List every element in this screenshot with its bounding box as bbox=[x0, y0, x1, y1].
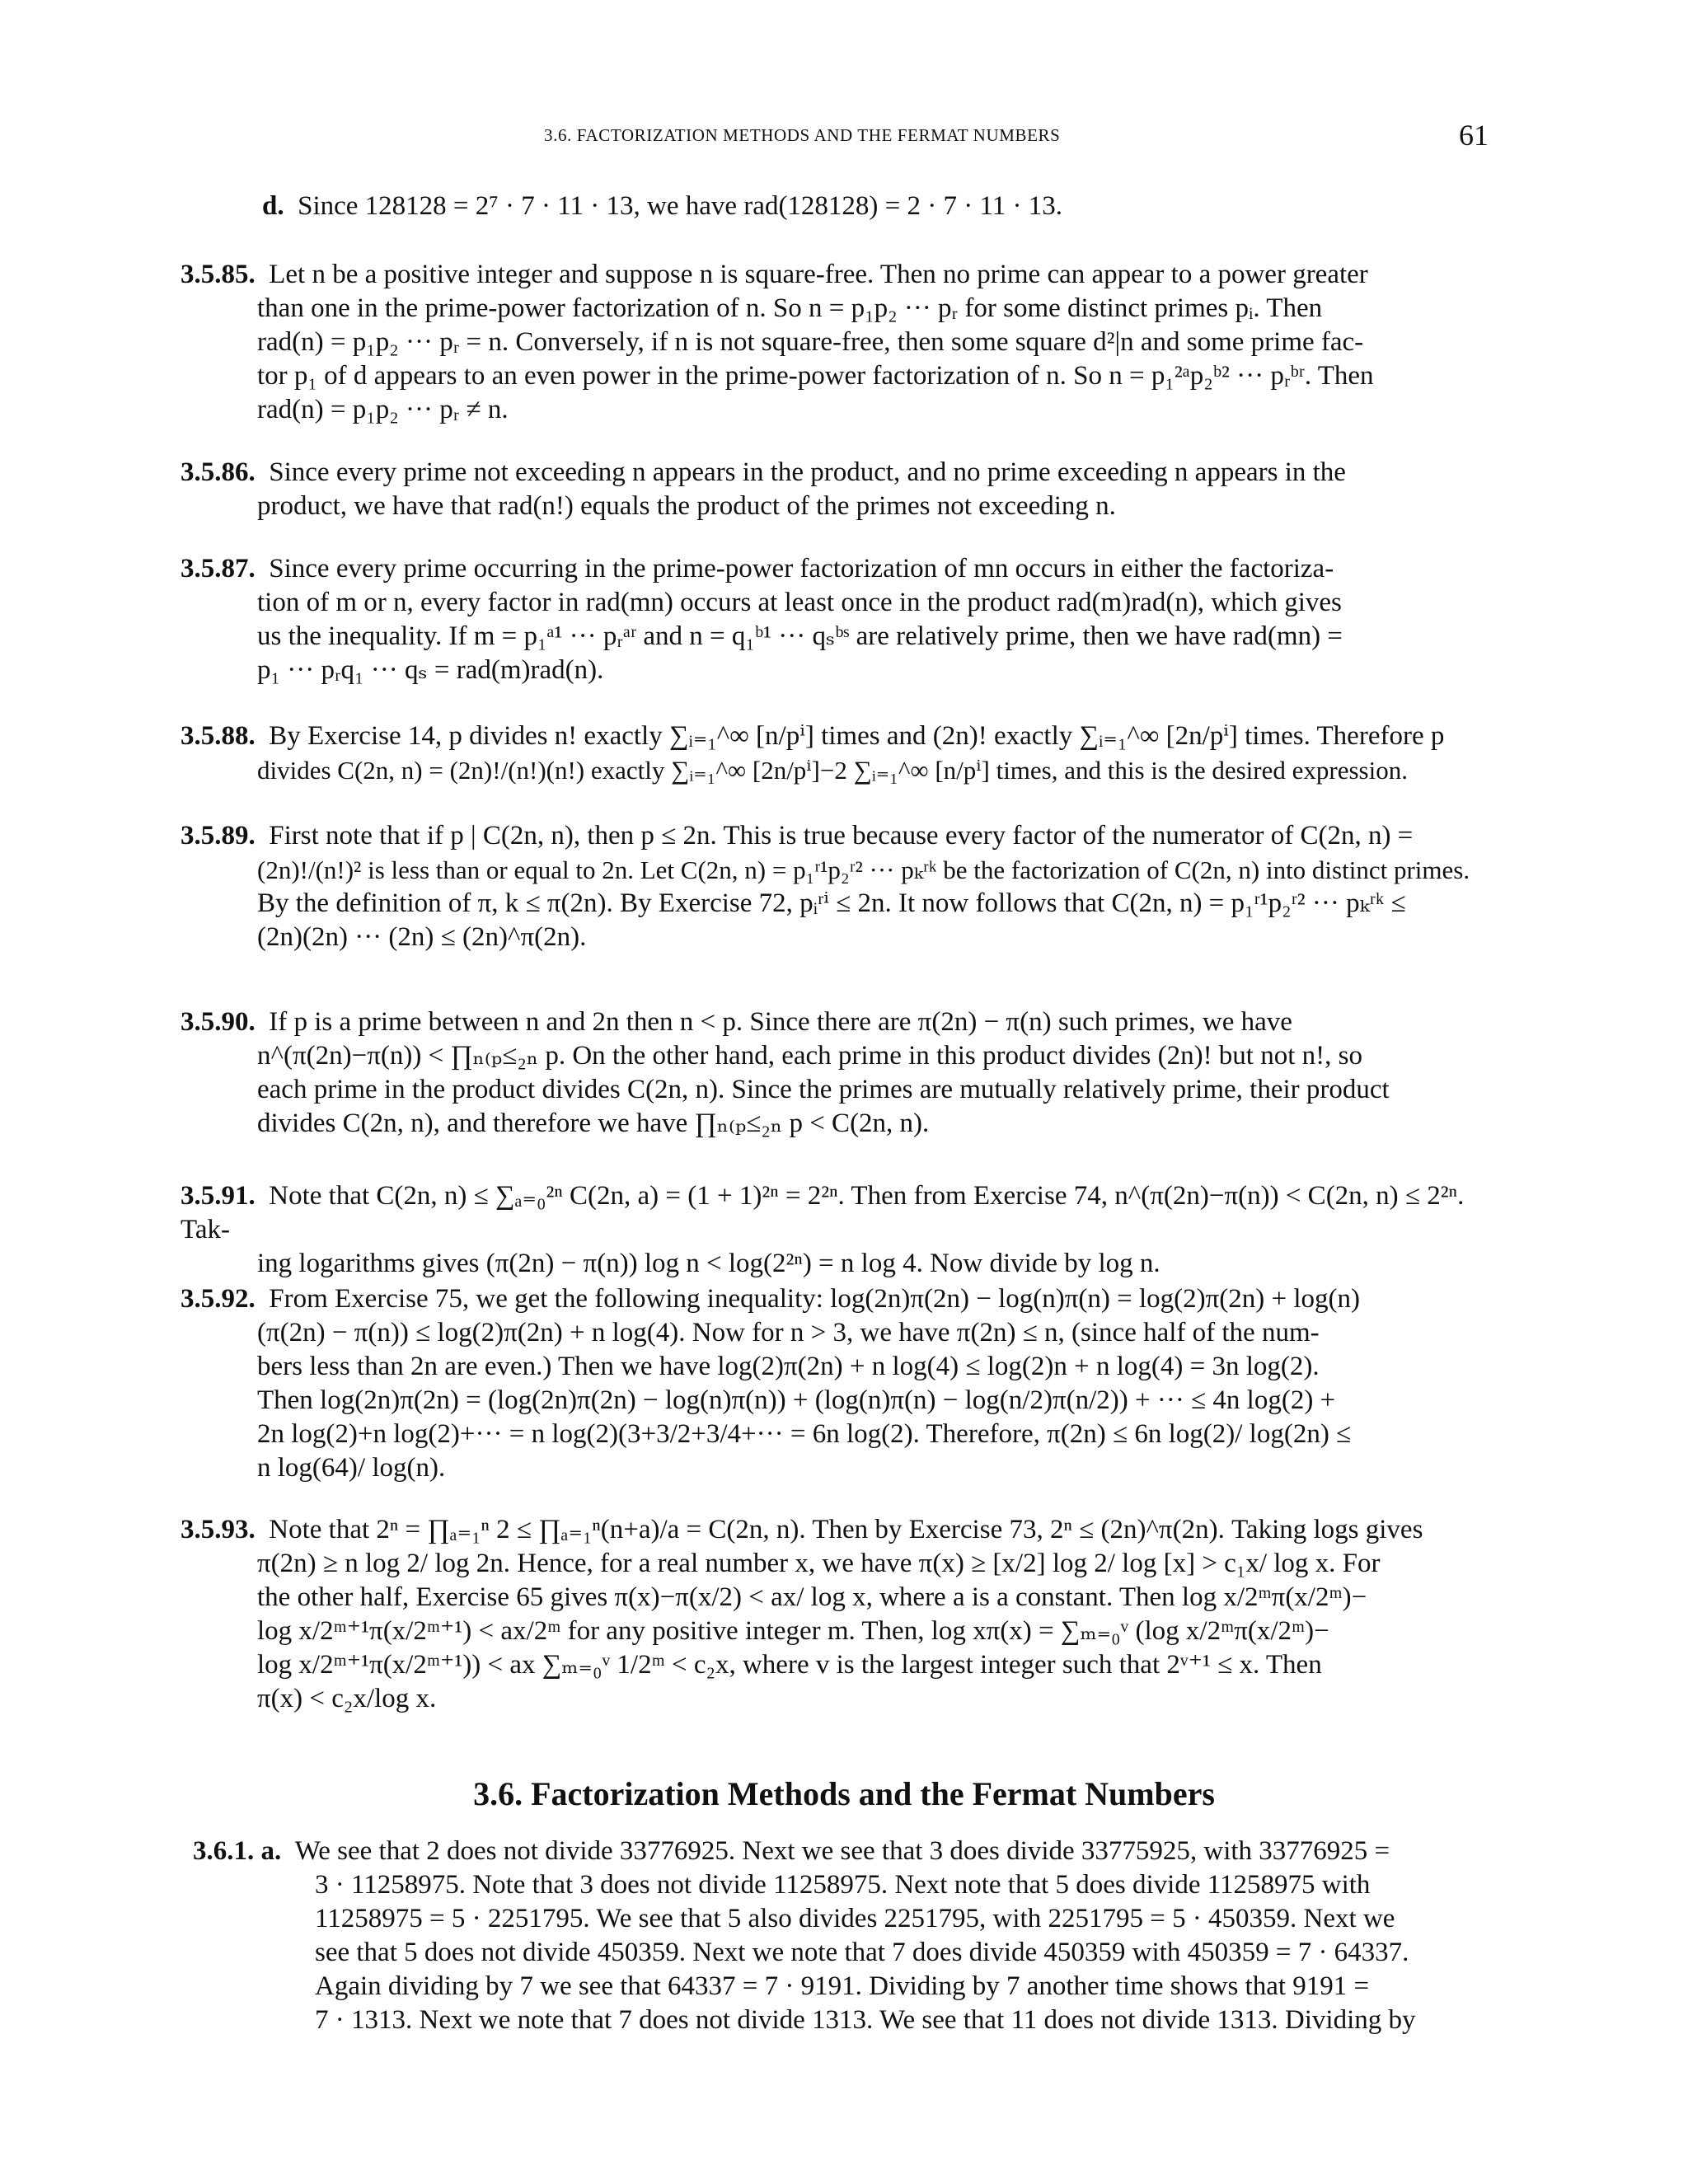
solution-line: divides C(2n, n) = (2n)!/(n!)(n!) exactly ∑ᵢ₌₁^∞ [2n/pⁱ]−2 ∑ᵢ₌₁^∞ [n/pⁱ] times, and this is the desired expression. bbox=[257, 756, 1408, 785]
solution-line: p₁ ··· pᵣq₁ ··· qₛ = rad(m)rad(n). bbox=[257, 655, 604, 685]
solution-line bbox=[262, 190, 1416, 223]
solution-line: rad(n) = p₁p₂ ··· pᵣ ≠ n. bbox=[257, 395, 509, 424]
solution-line bbox=[181, 1282, 1509, 1316]
solution-line: bers less than 2n are even.) Then we have log(2)π(2n) + n log(4) ≤ log(2)n + n log(4) = 3n log(2). bbox=[257, 1352, 1320, 1381]
solution-line bbox=[181, 1179, 1509, 1247]
solution-line: product, we have that rad(n!) equals the product of the primes not exceeding n. bbox=[257, 491, 1116, 521]
solution-number: 3.5.89. bbox=[181, 821, 256, 851]
solution-number: 3.5.90. bbox=[181, 1007, 256, 1037]
solution-3-5-87 bbox=[181, 552, 1509, 687]
page-number: 61 bbox=[1459, 119, 1489, 152]
solution-line: n^(π(2n)−π(n)) < ∏ₙ₍ₚ≤₂ₙ p. On the other hand, each prime in this product divides (2n)! but not n!, so bbox=[257, 1041, 1362, 1071]
solution-line bbox=[181, 719, 1509, 753]
solution-line: 3 · 11258975. Note that 3 does not divide 11258975. Next note that 5 does divide 11258975 with bbox=[315, 1870, 1371, 1900]
solution-line: tor p₁ of d appears to an even power in the prime-power factorization of n. So n = p₁²ᵃp₂ᵇ² ··· pᵣᵇʳ. Then bbox=[257, 361, 1374, 391]
solution-line: π(2n) ≥ n log 2/ log 2n. Hence, for a real number x, we have π(x) ≥ [x/2] log 2/ log [x] > c₁x/ log x. For bbox=[257, 1549, 1381, 1578]
solution-number: 3.5.91. bbox=[181, 1181, 256, 1211]
solution-3-5-88 bbox=[181, 719, 1509, 787]
solution-line bbox=[181, 1005, 1509, 1039]
solution-text: Since 128128 = 2⁷ · 7 · 11 · 13, we have rad(128128) = 2 · 7 · 11 · 13. bbox=[298, 191, 1063, 221]
solution-line bbox=[181, 552, 1509, 586]
solution-line: each prime in the product divides C(2n, n). Since the primes are mutually relatively prime, their product bbox=[257, 1075, 1390, 1104]
solution-3-5-93 bbox=[181, 1513, 1509, 1716]
solution-text: Note that 2ⁿ = ∏ₐ₌₁ⁿ 2 ≤ ∏ₐ₌₁ⁿ(n+a)/a = C(2n, n). Then by Exercise 73, 2ⁿ ≤ (2n)^π(2n). Taking logs gives bbox=[269, 1515, 1423, 1544]
solution-text: By Exercise 14, p divides n! exactly ∑ᵢ₌₁^∞ [n/pⁱ] times and (2n)! exactly ∑ᵢ₌₁^∞ [2n/pⁱ] times. Therefore p bbox=[269, 721, 1445, 751]
solution-3-5-92 bbox=[181, 1282, 1509, 1485]
solution-line bbox=[181, 258, 1509, 292]
solution-line: the other half, Exercise 65 gives π(x)−π(x/2) < ax/ log x, where a is a constant. Then log x/2ᵐπ(x/2ᵐ)− bbox=[257, 1582, 1367, 1612]
solution-line: rad(n) = p₁p₂ ··· pᵣ = n. Conversely, if n is not square-free, then some square d²|n and some prime fac- bbox=[257, 327, 1364, 357]
solution-text: Since every prime occurring in the prime-power factorization of mn occurs in either the factoriza- bbox=[269, 554, 1334, 583]
solution-line: us the inequality. If m = p₁ᵃ¹ ··· pᵣᵃʳ and n = q₁ᵇ¹ ··· qₛᵇˢ are relatively prime, then we have rad(mn) = bbox=[257, 621, 1343, 651]
solution-number: 3.5.86. bbox=[181, 457, 256, 487]
solution-3-6-1-a bbox=[193, 1835, 1508, 2037]
running-header: 3.6. FACTORIZATION METHODS AND THE FERMAT NUMBERS bbox=[544, 125, 1061, 145]
solution-line: n log(64)/ log(n). bbox=[257, 1453, 446, 1483]
solution-line: 11258975 = 5 · 2251795. We see that 5 also divides 2251795, with 2251795 = 5 · 450359. Next we bbox=[315, 1904, 1395, 1933]
solution-line: 7 · 1313. Next we note that 7 does not divide 1313. We see that 11 does not divide 1313. Dividing by bbox=[315, 2005, 1416, 2035]
solution-3-5-89 bbox=[181, 819, 1509, 954]
solution-line bbox=[193, 1835, 1508, 1868]
solution-3-5-90 bbox=[181, 1005, 1509, 1141]
solution-line: (2n)!/(n!)² is less than or equal to 2n. Let C(2n, n) = p₁ʳ¹p₂ʳ² ··· pₖʳᵏ be the factorization of C(2n, n) into distinct primes. bbox=[257, 855, 1470, 884]
solution-line: 2n log(2)+n log(2)+··· = n log(2)(3+3/2+3/4+··· = 6n log(2). Therefore, π(2n) ≤ 6n log(2)/ log(2n) ≤ bbox=[257, 1419, 1352, 1449]
solution-number: 3.5.85. bbox=[181, 260, 256, 289]
solution-text: If p is a prime between n and 2n then n < p. Since there are π(2n) − π(n) such primes, we have bbox=[269, 1007, 1292, 1037]
solution-line: By the definition of π, k ≤ π(2n). By Exercise 72, pᵢʳⁱ ≤ 2n. It now follows that C(2n, n) = p₁ʳ¹p₂ʳ² ··· pₖʳᵏ ≤ bbox=[257, 888, 1406, 918]
solution-text: We see that 2 does not divide 33776925. Next we see that 3 does divide 33775925, with 33776925 = bbox=[294, 1836, 1390, 1866]
solution-text: Since every prime not exceeding n appears in the product, and no prime exceeding n appears in the bbox=[269, 457, 1346, 487]
solution-line bbox=[181, 819, 1509, 853]
solution-number: 3.5.87. bbox=[181, 554, 256, 583]
solution-text: Let n be a positive integer and suppose n is square-free. Then no prime can appear to a power greater bbox=[269, 260, 1368, 289]
solution-number: 3.5.92. bbox=[181, 1284, 256, 1314]
solution-text: Note that C(2n, n) ≤ ∑ₐ₌₀²ⁿ C(2n, a) = (1 + 1)²ⁿ = 2²ⁿ. Then from Exercise 74, n^(π(2n)−π(n)) < C(2n, n) ≤ 2²ⁿ. Tak- bbox=[181, 1181, 1465, 1244]
solution-text: First note that if p | C(2n, n), then p ≤ 2n. This is true because every factor of the numerator of C(2n, n) = bbox=[269, 821, 1414, 851]
solution-number: d. bbox=[262, 191, 284, 221]
solution-number: 3.5.93. bbox=[181, 1515, 256, 1544]
solution-line: (2n)(2n) ··· (2n) ≤ (2n)^π(2n). bbox=[257, 922, 587, 952]
solution-line: ing logarithms gives (π(2n) − π(n)) log n < log(2²ⁿ) = n log 4. Now divide by log n. bbox=[257, 1249, 1160, 1278]
solution-d bbox=[262, 190, 1416, 223]
solution-line: log x/2ᵐ⁺¹π(x/2ᵐ⁺¹) < ax/2ᵐ for any positive integer m. Then, log xπ(x) = ∑ₘ₌₀ᵛ (log x/2ᵐπ(x/2ᵐ)− bbox=[257, 1616, 1329, 1646]
solution-line: π(x) < c₂x/log x. bbox=[257, 1684, 437, 1713]
solution-text: From Exercise 75, we get the following inequality: log(2n)π(2n) − log(n)π(n) = log(2)π(2n) + log(n) bbox=[269, 1284, 1361, 1314]
solution-line bbox=[181, 1513, 1509, 1547]
solution-line: (π(2n) − π(n)) ≤ log(2)π(2n) + n log(4). Now for n > 3, we have π(2n) ≤ n, (since half of the num- bbox=[257, 1318, 1320, 1347]
solution-line: than one in the prime-power factorization of n. So n = p₁p₂ ··· pᵣ for some distinct primes pᵢ. Then bbox=[257, 293, 1323, 323]
solution-3-5-91 bbox=[181, 1179, 1509, 1281]
solution-line: Then log(2n)π(2n) = (log(2n)π(2n) − log(n)π(n)) + (log(n)π(n) − log(n/2)π(n/2)) + ··· ≤ 4n log(2) + bbox=[257, 1385, 1336, 1415]
solution-line: see that 5 does not divide 450359. Next we note that 7 does divide 450359 with 450359 = 7 · 64337. bbox=[315, 1938, 1409, 1967]
solution-line bbox=[181, 456, 1509, 490]
solution-line: Again dividing by 7 we see that 64337 = 7 · 9191. Dividing by 7 another time shows that 9191 = bbox=[315, 1971, 1370, 2001]
solution-number: 3.6.1. a. bbox=[193, 1836, 282, 1866]
solution-line: tion of m or n, every factor in rad(mn) occurs at least once in the product rad(m)rad(n), which gives bbox=[257, 588, 1342, 617]
solution-3-5-86 bbox=[181, 456, 1509, 523]
section-heading: 3.6. Factorization Methods and the Fermat Numbers bbox=[473, 1775, 1215, 1812]
solution-number: 3.5.88. bbox=[181, 721, 256, 751]
solution-line: log x/2ᵐ⁺¹π(x/2ᵐ⁺¹)) < ax ∑ₘ₌₀ᵛ 1/2ᵐ < c₂x, where v is the largest integer such that 2ᵛ⁺¹ ≤ x. Then bbox=[257, 1650, 1322, 1680]
solution-line: divides C(2n, n), and therefore we have ∏ₙ₍ₚ≤₂ₙ p < C(2n, n). bbox=[257, 1108, 930, 1138]
solution-3-5-85 bbox=[181, 258, 1509, 427]
